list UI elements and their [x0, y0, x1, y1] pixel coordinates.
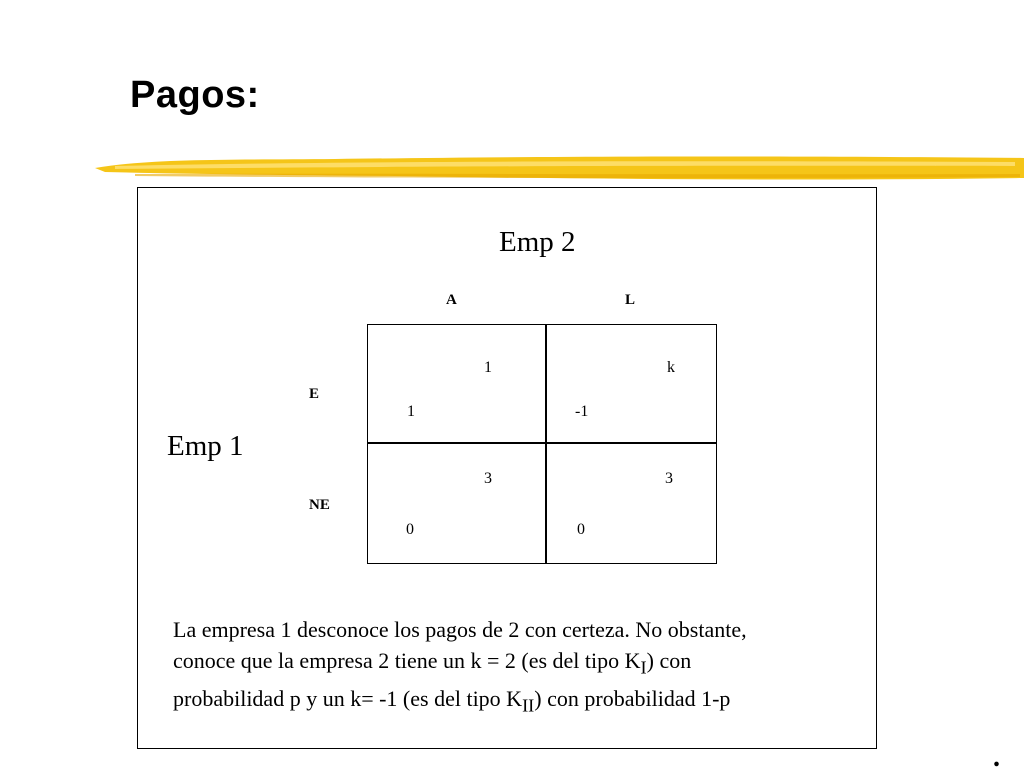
explanation-text [173, 614, 863, 722]
payoff-e-a-player2: 1 [484, 359, 492, 376]
payoff-matrix [367, 324, 717, 564]
payoff-e-l-player1: -1 [575, 403, 589, 420]
payoff-ne-a-player1: 0 [406, 521, 414, 538]
trailing-mark: . [993, 742, 1000, 773]
matrix-divider-vertical [545, 324, 547, 564]
slide-title: Pagos: [130, 74, 260, 116]
highlighter-stroke-decoration [95, 148, 1024, 188]
payoff-ne-a-player2: 3 [484, 470, 492, 487]
explanation-line-1: La empresa 1 desconoce los pagos de 2 con certeza. No obstante, [173, 617, 747, 642]
type-subscript-ii: II [522, 695, 535, 716]
player2-label: Emp 2 [499, 226, 576, 258]
type-subscript-i: I [640, 657, 647, 678]
payoff-ne-l-player1: 0 [577, 521, 585, 538]
explanation-line-2: conoce que la empresa 2 tiene un k = 2 (es del tipo $K_I$) con [173, 648, 692, 678]
row-strategy-ne: NE [309, 497, 330, 513]
row-strategy-e: E [309, 386, 320, 402]
player1-label: Emp 1 [167, 430, 244, 462]
explanation-line-3: probabilidad p y un k= -1 (es del tipo $K_{II}$) con probabilidad 1-p [173, 686, 731, 716]
payoff-e-l-player2: k [667, 359, 675, 376]
col-strategy-a: A [446, 292, 457, 308]
col-strategy-l: L [625, 292, 636, 308]
payoff-ne-l-player2: 3 [665, 470, 673, 487]
matrix-divider-horizontal [367, 442, 717, 444]
payoff-e-a-player1: 1 [407, 403, 415, 420]
